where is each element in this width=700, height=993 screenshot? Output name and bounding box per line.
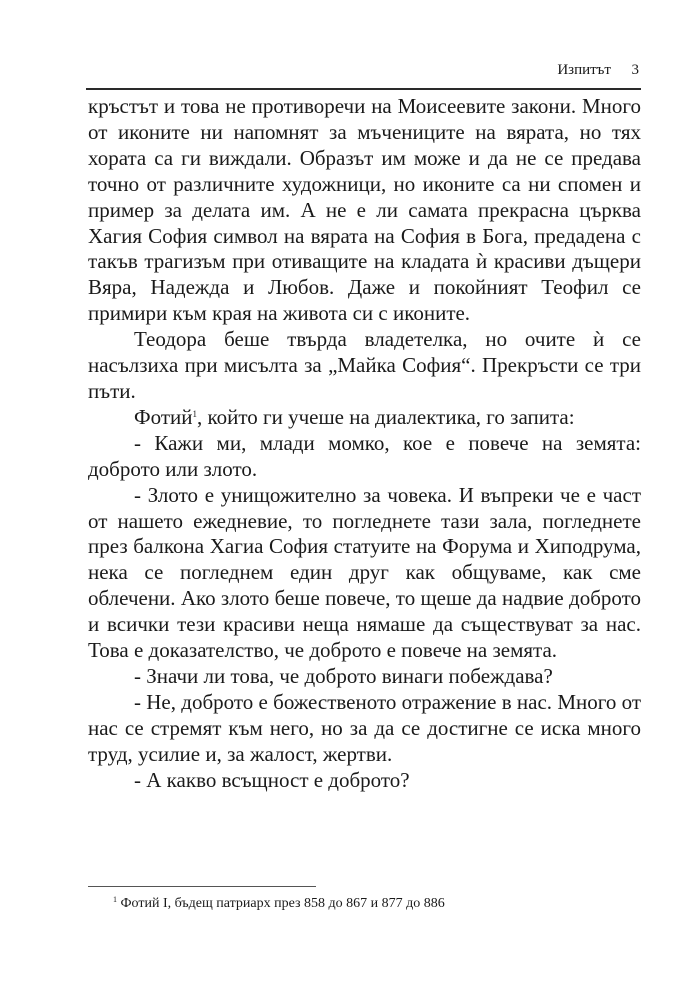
page-number: 3 xyxy=(631,62,639,78)
paragraph-3 xyxy=(88,405,641,431)
footnote-divider xyxy=(88,886,316,887)
footnote-text: Фотий I, бъдещ патриарх през 858 до 867 и 877 до 886 xyxy=(117,896,445,911)
paragraph-1: кръстът и това не противоречи на Моисеевите закони. Много от иконите ни напомнят за мъчениците на вярата, но тях хората са ги виждали. Образът им може и да не се предава точно от различните художници, но иконите са ни спомен и пример за делата им. А не е ли самата прекрасна църква Хагия София символ на вярата на София в Бога, предадена с такъв трагизъм при отиващите на кладата ѝ красиви дъщери Вяра, Надежда и Любов. Даже и покойният Теофил се примири към края на живота си с иконите. xyxy=(88,94,641,326)
paragraph-7: - Не, доброто е божественото отражение в нас. Много от нас се стремят към него, но за да се достигне се иска много труд, усилие и, за жалост, жертви. xyxy=(88,689,641,766)
footnote xyxy=(113,896,445,912)
paragraph-5: - Злото е унищожително за човека. И въпреки че е част от нашето ежедневие, то погледнете тази зала, погледнете през балкона Хагиа София статуите на Форума и Хиподрума, нека се погледнем един друг как общуваме, как сме облечени. Ако злото беше повече, то щеше да надвие доброто и всички тези красиви неща нямаше да съществуват за нас. Това е доказателство, че доброто е повече на земята. xyxy=(88,482,641,663)
paragraph-6: - Значи ли това, че доброто винаги побеждава? xyxy=(134,663,553,688)
footnote-mark: 1 xyxy=(113,895,117,904)
paragraph-8: - А какво всъщност е доброто? xyxy=(134,767,410,792)
body-text xyxy=(88,94,641,793)
footnote-ref-word: Фотий xyxy=(134,404,193,429)
paragraph-2: Теодора беше твърда владетелка, но очите ѝ се насълзиха при мисълта за „Майка София“. Прекръсти се три пъти. xyxy=(88,327,641,403)
running-title: Изпитът xyxy=(557,62,611,78)
footnote-reference[interactable]: 1 xyxy=(192,408,197,419)
paragraph-4: - Кажи ми, млади момко, кое е повече на земята: доброто или злото. xyxy=(88,430,641,481)
paragraph-3-rest: , който ги учеше на диалектика, го запита: xyxy=(196,404,575,429)
page-header xyxy=(86,62,641,90)
